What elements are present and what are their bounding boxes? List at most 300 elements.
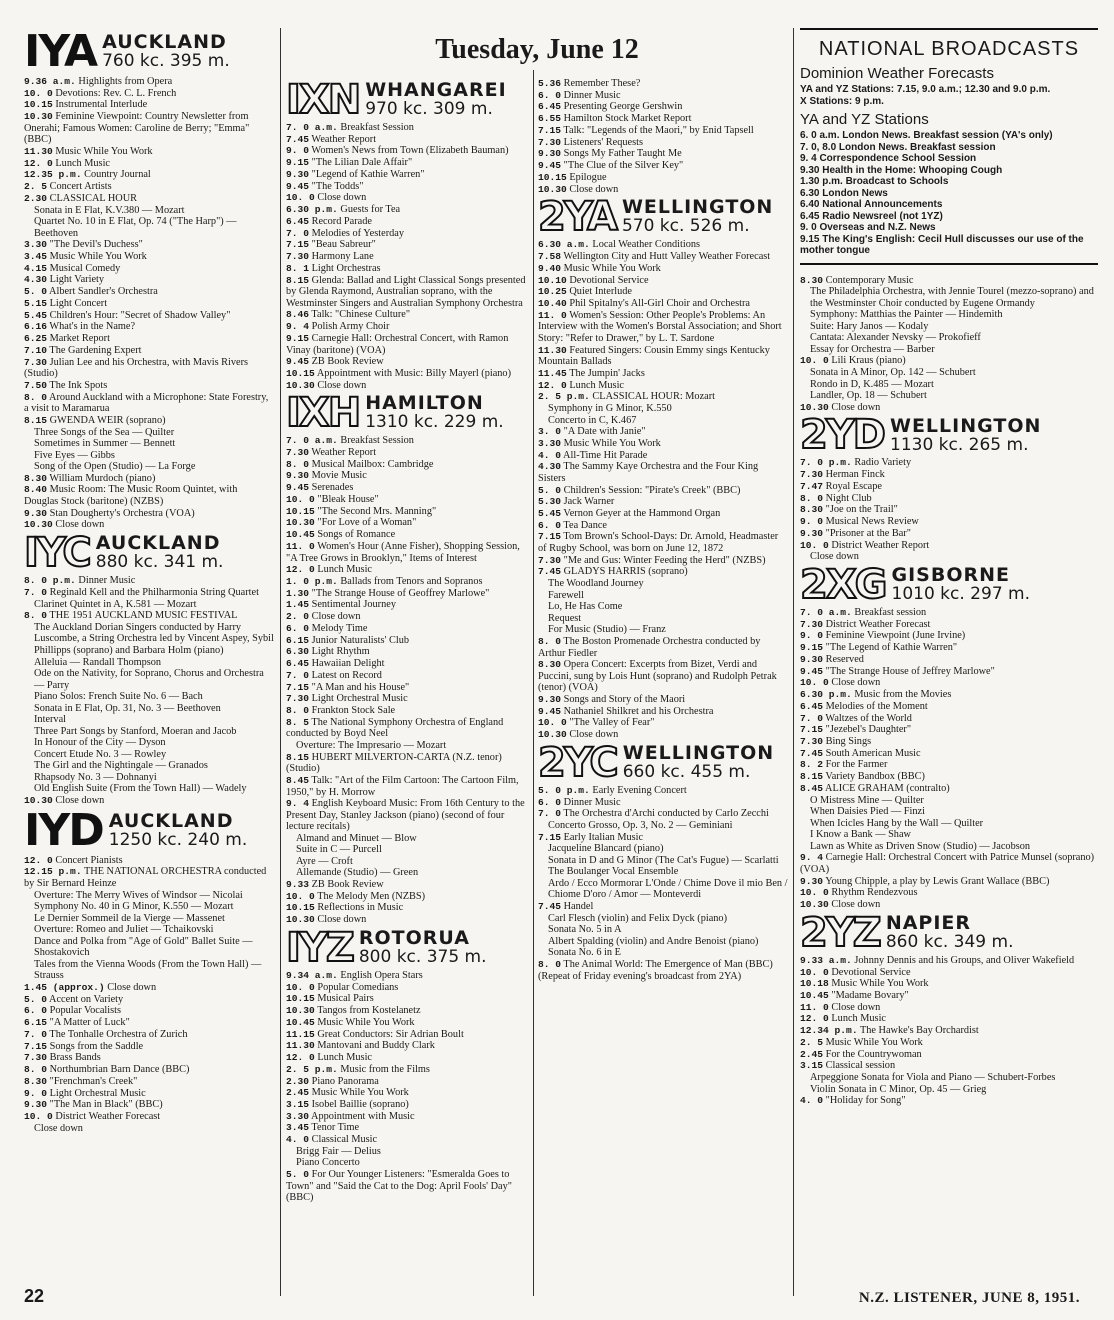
- programme-entry: [24, 519, 274, 531]
- programme-time: 8.46: [286, 309, 310, 321]
- programme-title: Music While You Work: [563, 437, 661, 449]
- station-header-1xh: [286, 390, 528, 437]
- programme-entry: [800, 321, 1098, 333]
- column-4: [800, 28, 1098, 1107]
- station-logo: IYC: [24, 530, 90, 577]
- programme-time: 7.30: [800, 735, 824, 747]
- programme-time: 7. 0 a.m.: [800, 606, 852, 618]
- programme-entry: [286, 1157, 528, 1169]
- programme-title: Movie Music: [311, 470, 367, 482]
- programme-time: 7. 0 a.m.: [286, 122, 338, 133]
- programme-title: Polish Army Choir: [311, 321, 390, 333]
- programme-entry: [24, 158, 274, 170]
- programme-title: Melody Time: [311, 622, 368, 634]
- programme-title: Carl Flesch (violin) and Felix Dyck (piano): [548, 912, 728, 924]
- national-broadcast-line: 1.30 p.m. Broadcast to Schools: [800, 176, 949, 187]
- programme-title: Music Room: The Music Room Quintet, with Douglas Stock (baritone) (NZBS): [24, 484, 238, 508]
- programme-time: 10.30: [800, 401, 829, 413]
- programme-time: 10. 0: [538, 717, 567, 729]
- programme-entry: [24, 901, 274, 913]
- programme-title: Country Journal: [84, 169, 151, 181]
- programme-time: 7.58: [538, 251, 562, 263]
- programme-entry: [538, 901, 788, 913]
- programme-time: 2. 5: [24, 181, 48, 193]
- programme-time: 10. 0: [24, 87, 53, 99]
- programme-time: 11. 0: [538, 309, 567, 321]
- programme-entry: [24, 181, 274, 193]
- programme-title: Sonata in E Flat, K.V.380 — Mozart: [34, 204, 185, 216]
- programme-time: 4. 0: [286, 1134, 310, 1146]
- programme-entry: [286, 435, 528, 447]
- programme-time: 4.30: [538, 461, 562, 473]
- programme-time: 12. 0: [24, 854, 53, 866]
- programme-title: Songs and Story of the Maori: [563, 693, 686, 705]
- programme-entry: [286, 740, 528, 752]
- programme-title: Talk: "Chinese Culture": [311, 309, 411, 321]
- programme-entry: [800, 457, 1098, 469]
- programme-entry: [800, 724, 1098, 736]
- programme-entry: [24, 484, 274, 507]
- programme-entry: [800, 689, 1098, 701]
- programme-entry: [286, 204, 528, 216]
- programme-entry: [286, 192, 528, 204]
- programme-title: Concert Artists: [49, 181, 112, 193]
- programme-time: 8. 0: [286, 458, 310, 470]
- programme-entry: [286, 993, 528, 1005]
- column-1: [24, 28, 274, 1134]
- programme-time: 4.30: [24, 274, 48, 286]
- programme-entry: [24, 473, 274, 485]
- programme-title: Close down: [810, 551, 859, 563]
- programme-title: Reserved: [825, 653, 864, 665]
- programme-time: 9.33: [286, 878, 310, 890]
- programme-title: Clarinet Quintet in A, K.581 — Mozart: [34, 598, 197, 610]
- programme-time: 8. 0: [800, 492, 824, 504]
- programme-entry: [286, 1052, 528, 1064]
- programme-entry: [286, 717, 528, 740]
- programme-entry: [538, 184, 788, 196]
- programme-title: Presenting George Gershwin: [563, 101, 683, 113]
- programme-title: Overture: The Impresario — Mozart: [296, 739, 447, 751]
- programme-title: Classical Music: [311, 1134, 378, 1146]
- station-header-1xn: [286, 77, 528, 123]
- programme-time: 7.30: [286, 693, 310, 705]
- programme-entry: [286, 368, 528, 380]
- programme-entry: [538, 101, 788, 113]
- programme-title: "Jezebel's Daughter": [825, 724, 912, 736]
- programme-entry: [800, 481, 1098, 493]
- programme-title: Quiet Interlude: [569, 286, 632, 298]
- programme-entry: [286, 798, 528, 833]
- programme-entry: [286, 1017, 528, 1029]
- programme-time: 8. 0: [24, 391, 48, 403]
- programme-entry: [538, 391, 788, 403]
- programme-entry: [538, 380, 788, 392]
- programme-title: Close down: [569, 729, 619, 741]
- programme-entry: [800, 876, 1098, 888]
- programme-entry: [24, 610, 274, 622]
- programme-title: Violin Sonata in C Minor, Op. 45 — Grieg: [810, 1083, 987, 1095]
- programme-time: 8.15: [24, 414, 48, 426]
- programme-entry: [286, 970, 528, 982]
- programme-time: 10.10: [538, 274, 567, 286]
- programme-entry: [286, 682, 528, 694]
- programme-title: Breakfast session: [854, 606, 927, 618]
- programme-entry: [538, 855, 788, 867]
- programme-entry: [286, 216, 528, 228]
- national-broadcasts-title: NATIONAL BROADCASTS: [800, 28, 1098, 61]
- programme-time: 7. 0: [24, 586, 48, 598]
- programme-title: Sonata in A Minor, Op. 142 — Schubert: [810, 367, 976, 379]
- programme-time: 7.30: [24, 356, 48, 368]
- programme-entry: [24, 994, 274, 1006]
- programme-title: Talk: "Legends of the Maori," by Enid Tapsell: [563, 124, 754, 136]
- programme-title: The Auckland Dorian Singers conducted by Harry Luscombe, a String Orchestra led by Vincent Aspey, Sybil Phillipps (soprano) and Barbara Holm (piano): [34, 621, 274, 656]
- programme-entry: [538, 172, 788, 184]
- programme-entry: [538, 659, 788, 694]
- programme-entry: [800, 309, 1098, 321]
- programme-time: 9.45: [286, 482, 310, 494]
- programme-time: 12. 0: [286, 1052, 315, 1064]
- programme-time: 8.30: [538, 659, 562, 671]
- programme-entry: [800, 402, 1098, 414]
- programme-time: 10. 0: [800, 677, 829, 689]
- programme-entry: [538, 601, 788, 613]
- programme-entry: [800, 1072, 1098, 1084]
- programme-entry: [800, 355, 1098, 367]
- programme-time: 9. 4: [286, 321, 310, 333]
- station-logo: 2YD: [800, 412, 884, 459]
- programme-entry: [800, 771, 1098, 783]
- programme-list-1xh: [286, 435, 528, 926]
- programme-time: 11.30: [286, 1040, 315, 1052]
- programme-title: "The Strange House of Geoffrey Marlowe": [311, 587, 490, 599]
- programme-title: "Me and Gus: Winter Feeding the Herd" (NZBS): [563, 554, 766, 566]
- programme-entry: [538, 624, 788, 636]
- programme-entry: [24, 587, 274, 599]
- programme-entry: [286, 891, 528, 903]
- programme-title: Weather Report: [311, 447, 377, 459]
- programme-entry: [538, 403, 788, 415]
- programme-entry: [24, 321, 274, 333]
- programme-entry: [24, 714, 274, 726]
- station-logo: IXN: [286, 77, 360, 123]
- programme-title: Quartet No. 10 in E Flat, Op. 74 ("The Harp") — Beethoven: [34, 216, 237, 239]
- programme-time: 7.45: [538, 566, 562, 578]
- programme-title: Symphony in G Minor, K.550: [548, 403, 672, 415]
- station-name: GISBORNE: [891, 564, 1011, 586]
- station-name: ROTORUA: [358, 927, 470, 949]
- programme-entry: [286, 541, 528, 564]
- programme-entry: [538, 924, 788, 936]
- programme-entry: [24, 1088, 274, 1100]
- programme-entry: [538, 298, 788, 310]
- programme-entry: [800, 701, 1098, 713]
- programme-time: 12.34 p.m.: [800, 1025, 858, 1037]
- station-name: AUCKLAND: [102, 31, 227, 54]
- station-frequency: 1130 kc. 265 m.: [890, 434, 1029, 455]
- programme-entry: [286, 309, 528, 321]
- programme-title: GWENDA WEIR (soprano): [49, 414, 166, 426]
- programme-title: Serenades: [311, 482, 354, 494]
- programme-title: Tea Dance: [563, 519, 608, 531]
- programme-time: 7. 0 a.m.: [286, 435, 338, 447]
- programme-entry: [24, 760, 274, 772]
- programme-entry: [24, 450, 274, 462]
- programme-entry: [24, 622, 274, 657]
- programme-time: 8.45: [800, 782, 824, 794]
- programme-time: 12. 0: [286, 564, 315, 576]
- programme-entry: [286, 902, 528, 914]
- station-frequency: 1250 kc. 240 m.: [108, 829, 248, 850]
- programme-entry: [24, 1123, 274, 1135]
- programme-entry: [538, 531, 788, 554]
- station-frequency: 1010 kc. 297 m.: [891, 583, 1030, 604]
- programme-title: Melodies of the Moment: [825, 700, 928, 712]
- programme-entry: [538, 590, 788, 602]
- programme-entry: [286, 181, 528, 193]
- programme-title: Talk: "Art of the Film Cartoon: The Cartoon Film, 1950," by H. Morrow: [286, 774, 519, 798]
- programme-title: Rhythm Rendezvous: [831, 887, 918, 899]
- programme-entry: [24, 866, 274, 889]
- programme-entry: [24, 599, 274, 611]
- programme-title: The Animal World: The Emergence of Man (BBC) (Repeat of Friday evening's broadcast from 2YA): [538, 958, 773, 982]
- station-frequency: 860 kc. 349 m.: [885, 931, 1014, 952]
- programme-title: Handel: [563, 901, 594, 912]
- programme-title: Overture: The Merry Wives of Windsor — Nicolai: [34, 889, 243, 901]
- programme-title: Dinner Music: [78, 575, 136, 587]
- station-logo: 2YC: [538, 739, 617, 786]
- programme-entry: [24, 274, 274, 286]
- programme-title: Early Italian Music: [563, 831, 644, 843]
- programme-title: Reginald Kell and the Philharmonia String Quartet: [49, 586, 259, 598]
- programme-entry: [538, 729, 788, 741]
- programme-entry: [286, 122, 528, 134]
- programme-entry: [24, 1005, 274, 1017]
- programme-title: Jack Warner: [563, 496, 615, 508]
- programme-entry: [24, 1041, 274, 1053]
- programme-entry: [538, 310, 788, 345]
- programme-time: 7.15: [24, 1040, 48, 1052]
- programme-entry: [286, 914, 528, 926]
- programme-time: 7.45: [286, 133, 310, 145]
- programme-time: 5. 0: [24, 993, 48, 1005]
- programme-title: Instrumental Interlude: [55, 99, 148, 111]
- programme-title: Waltzes of the World: [825, 712, 912, 724]
- programme-title: ZB Book Review: [311, 356, 384, 368]
- programme-time: 9.30: [286, 168, 310, 180]
- programme-time: 8. 0: [24, 1064, 48, 1076]
- programme-title: Essay for Orchestra — Barber: [810, 343, 935, 355]
- programme-entry: [538, 566, 788, 578]
- programme-time: 9.45: [286, 356, 310, 368]
- station-frequency: 880 kc. 341 m.: [95, 552, 224, 573]
- programme-time: 2.45: [286, 1087, 310, 1099]
- programme-title: Close down: [317, 379, 367, 391]
- programme-title: "A Matter of Luck": [49, 1017, 130, 1029]
- programme-time: 9.45: [800, 665, 824, 677]
- programme-title: Bing Sings: [825, 735, 872, 747]
- weather-heading: Dominion Weather Forecasts: [800, 65, 994, 82]
- programme-time: 10. 0: [286, 890, 315, 902]
- programme-entry: [800, 759, 1098, 771]
- programme-entry: [800, 379, 1098, 391]
- national-broadcast-line: 6.45 Radio Newsreel (not 1YZ): [800, 210, 943, 222]
- programme-title: Women's Session: Other People's Problems: An Interview with the Women's Borstal Association; and Short Story: "Refer to Drawer," by L. T. Sardone: [538, 309, 782, 345]
- programme-entry: [24, 749, 274, 761]
- programme-title: Great Conductors: Sir Adrian Boult: [317, 1028, 464, 1040]
- programme-time: 8.30: [24, 1075, 48, 1087]
- programme-time: 9.30: [800, 875, 824, 887]
- programme-time: 6.45: [286, 658, 310, 670]
- programme-entry: [24, 345, 274, 357]
- programme-title: Lunch Music: [569, 379, 624, 391]
- programme-entry: [24, 982, 274, 994]
- programme-time: 9.30: [286, 470, 310, 482]
- programme-entry: [800, 713, 1098, 725]
- programme-time: 10.30: [538, 729, 567, 741]
- programme-title: Children's Session: "Pirate's Creek" (BBC): [563, 484, 741, 496]
- programme-title: Cantata: Alexander Nevsky — Prokofieff: [810, 332, 981, 344]
- programme-time: 10.45: [800, 989, 829, 1001]
- programme-entry: [800, 332, 1098, 344]
- programme-time: 12. 0: [24, 157, 53, 169]
- programme-entry: [286, 157, 528, 169]
- programme-title: Light Variety: [49, 274, 105, 286]
- programme-entry: [538, 263, 788, 275]
- station-frequency: 970 kc. 309 m.: [365, 99, 493, 120]
- programme-entry: [24, 795, 274, 807]
- programme-title: Close down: [34, 1122, 83, 1134]
- programme-entry: [24, 1111, 274, 1123]
- programme-time: 8. 0 p.m.: [24, 575, 76, 587]
- programme-entry: [538, 913, 788, 925]
- programme-entry: [538, 785, 788, 797]
- programme-time: 7.15: [800, 724, 824, 736]
- programme-title: When Daisies Pied — Finzi: [810, 806, 925, 818]
- programme-title: Suite: Hary Janos — Kodaly: [810, 320, 929, 332]
- programme-title: Albert Sandler's Orchestra: [49, 286, 158, 298]
- programme-entry: [538, 832, 788, 844]
- programme-time: 7. 0: [286, 669, 310, 681]
- programme-entry: [800, 1060, 1098, 1072]
- programme-time: 2.30: [286, 1075, 310, 1087]
- programme-time: 9.45: [538, 160, 562, 172]
- programme-title: Frankton Stock Sale: [311, 704, 396, 716]
- programme-title: Lunch Music: [55, 157, 110, 169]
- programme-title: Songs of Romance: [317, 529, 396, 541]
- programme-time: 8. 0: [538, 635, 562, 647]
- programme-title: In Honour of the City — Dyson: [34, 737, 166, 749]
- programme-title: Lunch Music: [831, 1013, 886, 1025]
- programme-time: 9.45: [538, 705, 562, 717]
- programme-title: O Mistress Mine — Quilter: [810, 794, 924, 806]
- programme-title: "The Lilian Dale Affair": [311, 157, 413, 169]
- programme-title: Dinner Music: [563, 89, 621, 101]
- publication-footer: N.Z. LISTENER, JUNE 8, 1951.: [858, 1290, 1080, 1306]
- programme-time: 11.45: [538, 367, 567, 379]
- programme-entry: [24, 772, 274, 784]
- programme-entry: [286, 588, 528, 600]
- national-broadcast-line: 9.30 Health in the Home: Whooping Cough: [800, 164, 1003, 176]
- programme-entry: [538, 461, 788, 484]
- programme-title: Close down: [831, 1001, 881, 1013]
- programme-title: The Boulanger Vocal Ensemble: [548, 866, 679, 878]
- programme-title: Accent on Variety: [49, 993, 124, 1005]
- programme-entry: [800, 1037, 1098, 1049]
- programme-time: 7. 0: [286, 227, 310, 239]
- programme-title: For Music (Studio) — Franz: [548, 624, 666, 636]
- programme-title: "The Strange House of Jeffrey Marlowe": [825, 665, 995, 677]
- programme-title: Ode on the Nativity, for Soprano, Chorus and Orchestra — Parry: [34, 668, 264, 691]
- programme-title: Night Club: [825, 492, 872, 504]
- programme-time: 1.30: [286, 587, 310, 599]
- programme-entry: [538, 125, 788, 137]
- station-name: NAPIER: [885, 911, 972, 934]
- programme-entry: [24, 703, 274, 715]
- programme-title: Feminine Viewpoint: Country Newsletter from Onerahi; Famous Women: Caroline de Berry; "Emma" (BBC): [24, 111, 250, 146]
- page-title: Tuesday, June 12: [435, 34, 639, 65]
- programme-time: 10. 0: [800, 966, 829, 978]
- programme-entry: [24, 88, 274, 100]
- programme-entry: [286, 752, 528, 775]
- programme-time: 10.45: [286, 529, 315, 541]
- programme-time: 10.15: [286, 367, 315, 379]
- programme-title: Songs from the Saddle: [49, 1040, 144, 1052]
- programme-entry: [538, 113, 788, 125]
- programme-entry: [24, 438, 274, 450]
- programme-title: Sentimental Journey: [311, 599, 396, 611]
- programme-time: 9.45: [286, 180, 310, 192]
- station-frequency: 1310 kc. 229 m.: [365, 412, 504, 433]
- programme-time: 3.15: [286, 1098, 310, 1110]
- programme-time: 9.30: [24, 507, 48, 519]
- programme-title: "Beau Sabreur": [311, 239, 376, 251]
- programme-time: 10. 0: [800, 539, 829, 551]
- programme-entry: [538, 613, 788, 625]
- programme-title: Radio Variety: [854, 457, 912, 469]
- programme-entry: [286, 1040, 528, 1052]
- programme-title: Sometimes in Summer — Bennett: [34, 438, 176, 450]
- programme-title: Songs My Father Taught Me: [563, 148, 682, 160]
- programme-time: 6. 0: [24, 1005, 48, 1017]
- programme-time: 10.30: [286, 914, 315, 926]
- programme-entry: [24, 298, 274, 310]
- programme-time: 8.45: [286, 774, 310, 786]
- programme-time: 6. 0: [538, 519, 562, 531]
- programme-title: Wellington City and Hutt Valley Weather Forecast: [563, 251, 771, 263]
- programme-time: 10.30: [286, 517, 315, 529]
- programme-entry: [538, 936, 788, 948]
- programme-entry: [800, 967, 1098, 979]
- programme-entry: [286, 1087, 528, 1099]
- programme-time: 8. 1: [286, 262, 310, 274]
- programme-time: 2. 5 p.m.: [286, 1063, 338, 1075]
- programme-title: Music from the Movies: [854, 689, 952, 701]
- programme-entry: [24, 111, 274, 146]
- programme-entry: [538, 90, 788, 102]
- programme-time: 1.45 (approx.): [24, 981, 105, 993]
- programme-title: Young Chipple, a play by Lewis Grant Wallace (BBC): [825, 875, 1050, 887]
- programme-entry: [800, 516, 1098, 528]
- programme-entry: [286, 470, 528, 482]
- programme-title: Guests for Tea: [340, 204, 401, 216]
- programme-time: 8.30: [24, 472, 48, 484]
- column-rule: [793, 28, 794, 1296]
- programme-time: 10.30: [538, 183, 567, 195]
- programme-title: Close down: [831, 401, 881, 413]
- programme-entry: [538, 866, 788, 878]
